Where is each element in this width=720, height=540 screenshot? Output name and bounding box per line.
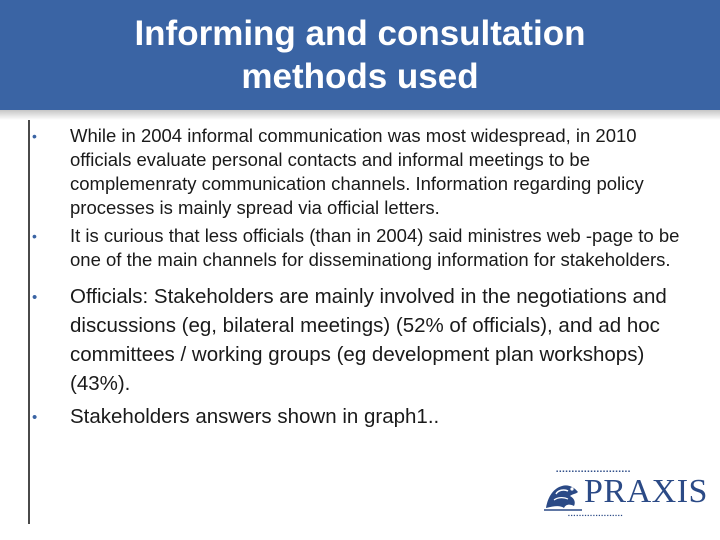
bullet-icon: • — [32, 228, 37, 244]
bullet-text: Stakeholders answers shown in graph1.. — [70, 405, 440, 428]
bullet-text: While in 2004 informal communication was most widespread, in 2010 officials evaluate personal contacts and informal meetings to be complemenraty communication channels. Information regarding policy processes is mainly spread via official letters. — [70, 125, 644, 218]
praxis-logo — [538, 469, 708, 521]
logo-tagline-top: ▪▪▪▪▪▪▪▪▪▪▪▪▪▪▪▪▪▪▪▪▪▪▪▪ — [556, 469, 632, 475]
logo-tagline-bottom: ▪▪▪▪▪▪▪▪▪▪▪▪▪▪▪▪▪▪▪▪ — [568, 513, 624, 519]
slide-body — [28, 124, 700, 435]
bullet-item — [28, 282, 700, 398]
bullet-list — [28, 124, 700, 431]
bullet-text: Officials: Stakeholders are mainly involved in the negotiations and discussions (eg, bilateral meetings) (52% of officials), and ad hoc committees / working groups (eg development plan workshops) (43%). — [70, 285, 667, 395]
bullet-item — [28, 402, 700, 431]
bullet-icon: • — [32, 289, 38, 306]
bullet-text: It is curious that less officials (than in 2004) said ministres web -page to be one of the main channels for disseminationg information for stakeholders. — [70, 225, 680, 270]
bullet-item — [28, 224, 700, 272]
title-bar — [0, 0, 720, 110]
praxis-emblem-icon — [542, 478, 584, 512]
logo-wordmark: PRAXIS — [584, 473, 708, 510]
title-shadow — [0, 110, 720, 120]
bullet-icon: • — [32, 128, 37, 144]
slide-title-line-2: methods used — [241, 57, 479, 96]
slide-title — [80, 12, 640, 98]
slide-title-line-1: Informing and consultation — [134, 14, 586, 53]
bullet-item — [28, 124, 700, 220]
bullet-icon: • — [32, 409, 38, 426]
